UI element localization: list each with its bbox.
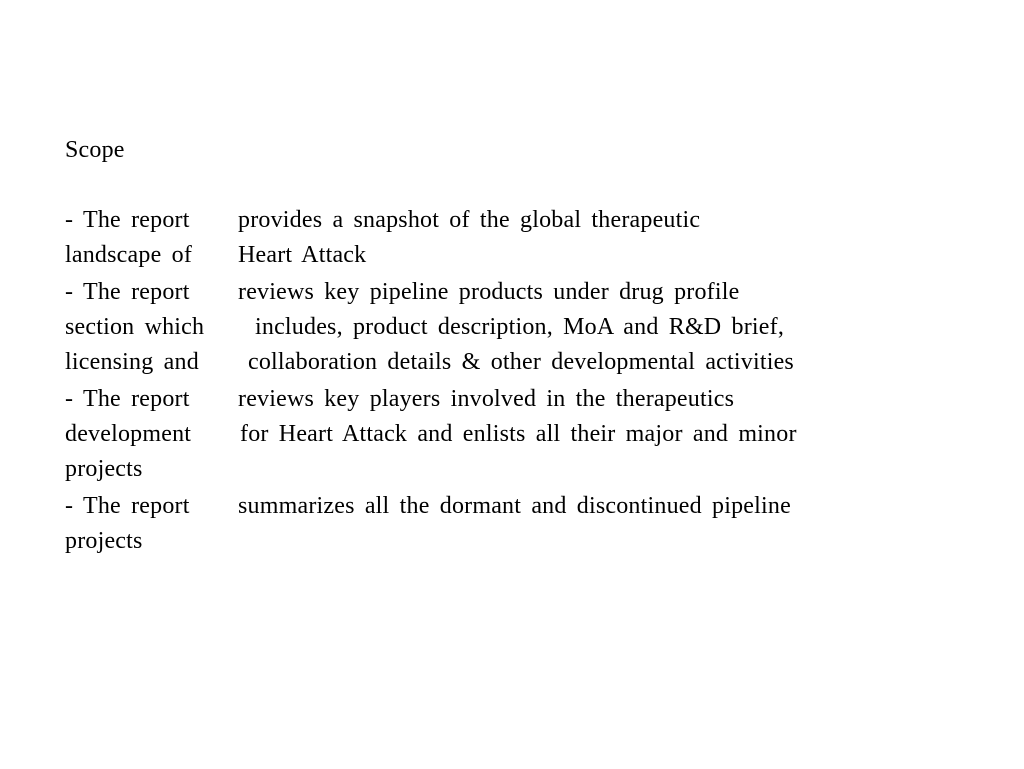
bullet-1-line-1-text: provides a snapshot of the global therapeutic	[238, 207, 701, 233]
bullet-4-line-1-lead: - The report	[65, 493, 190, 519]
bullet-2-line-1-text: reviews key pipeline products under drug profile	[238, 279, 740, 305]
slide-heading: Scope	[65, 137, 125, 163]
bullet-2-line-2-lead: section which	[65, 314, 205, 340]
bullet-3-line-2-lead: development	[65, 421, 192, 447]
bullet-3-line-1-text: reviews key players involved in the therapeutics	[238, 386, 735, 412]
bullet-4-line-1-text: summarizes all the dormant and discontinued pipeline	[238, 493, 791, 519]
bullet-3-line-3-lead: projects	[65, 456, 143, 482]
bullet-2-line-3-lead: licensing and	[65, 349, 199, 375]
bullet-3-line-2-text: for Heart Attack and enlists all their major and minor	[240, 421, 797, 447]
bullet-1-line-2-lead: landscape of	[65, 242, 193, 268]
bullet-4-line-2	[65, 526, 965, 616]
bullet-3-line-1-lead: - The report	[65, 386, 190, 412]
bullet-1-line-1-lead: - The report	[65, 207, 190, 233]
bullet-4-line-2-lead: projects	[65, 528, 143, 554]
bullet-2-line-3-text: collaboration details & other developmental activities	[248, 349, 794, 375]
bullet-2-line-1-lead: - The report	[65, 279, 190, 305]
bullet-2-line-2-text: includes, product description, MoA and R&D brief,	[255, 314, 785, 340]
bullet-1-line-2-text: Heart Attack	[238, 242, 367, 268]
